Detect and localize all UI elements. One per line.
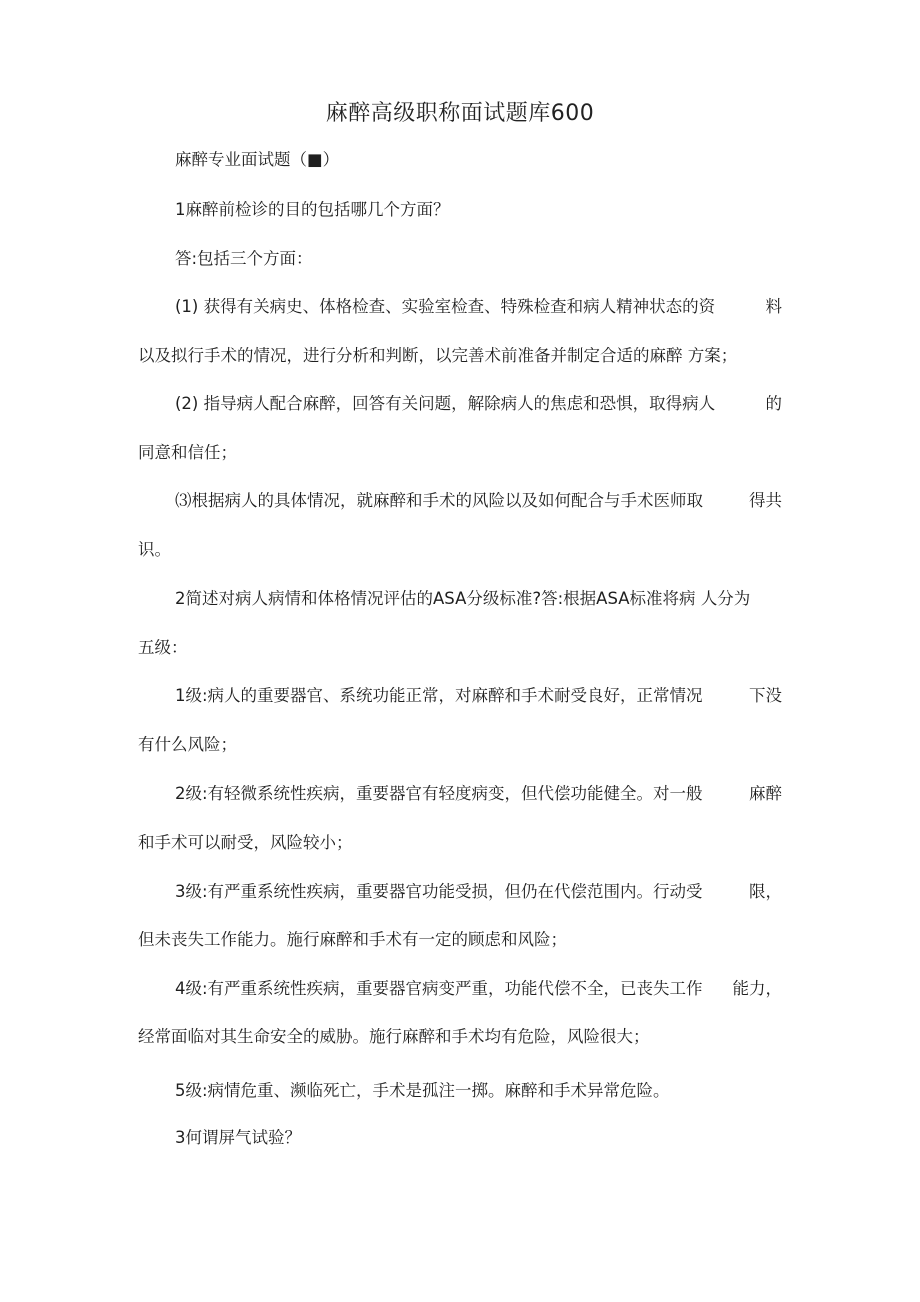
asa-level-2-line-2: 和手术可以耐受，风险较小； <box>138 833 353 852</box>
text-segment: 3级:有严重系统性疾病，重要器官功能受损，但仍在代偿范围内。行动受 <box>175 882 703 901</box>
text-segment: 能力， <box>732 979 782 998</box>
text-segment: (1) 获得有关病史、体格检查、实验室检查、特殊检查和病人精神状态的资 <box>175 297 716 316</box>
asa-level-1-line-1 <box>175 684 782 708</box>
answer-1-point-3-line-2: 识。 <box>138 540 171 559</box>
asa-level-5-line-1: 5级:病情危重、濒临死亡，手术是孤注一掷。麻醉和手术异常危险。 <box>175 1081 670 1100</box>
asa-level-3-line-2: 但未丧失工作能力。施行麻醉和手术有一定的顾虑和风险； <box>138 930 567 949</box>
text-segment: 限， <box>749 882 782 901</box>
text-segment: 1级:病人的重要器官、系统功能正常，对麻醉和手术耐受良好，正常情况 <box>175 686 703 705</box>
question-3: 3何谓屏气试验？ <box>175 1128 301 1147</box>
answer-1-point-1-line-2: 以及拟行手术的情况，进行分析和判断，以完善术前准备并制定合适的麻醉 方案； <box>138 346 738 365</box>
asa-level-3-line-1 <box>175 880 782 904</box>
section-heading: 麻醉专业面试题（■） <box>175 150 340 169</box>
question-1: 1麻醉前检诊的目的包括哪几个方面？ <box>175 200 450 219</box>
document-title: 麻醉高级职称面试题库600 <box>325 101 595 126</box>
text-segment: 料 <box>765 297 782 316</box>
text-segment: ⑶根据病人的具体情况，就麻醉和手术的风险以及如何配合与手术医师取 <box>175 491 703 510</box>
answer-1-point-2-line-1 <box>175 392 782 416</box>
asa-level-4-line-2: 经常面临对其生命安全的威胁。施行麻醉和手术均有危险，风险很大； <box>138 1027 650 1046</box>
text-segment: (2) 指导病人配合麻醉，回答有关问题，解除病人的焦虑和恐惧，取得病人 <box>175 394 716 413</box>
asa-level-2-line-1 <box>175 782 782 806</box>
text-segment: 4级:有严重系统性疾病，重要器官病变严重，功能代偿不全，已丧失工作 <box>175 979 703 998</box>
text-segment: 麻醉 <box>749 784 782 803</box>
text-segment: 得共 <box>749 491 782 510</box>
text-segment: 2级:有轻微系统性疾病，重要器官有轻度病变，但代偿功能健全。对一般 <box>175 784 703 803</box>
answer-1-point-3-line-1 <box>175 489 782 513</box>
question-2-line-1: 2简述对病人病情和体格情况评估的ASA分级标准?答:根据ASA标准将病 人分为 <box>175 589 751 608</box>
asa-level-4-line-1 <box>175 977 782 1001</box>
question-2-line-2: 五级： <box>138 638 188 657</box>
answer-1-point-1-line-1 <box>175 295 782 319</box>
text-segment: 下没 <box>749 686 782 705</box>
text-segment: 的 <box>765 394 782 413</box>
asa-level-1-line-2: 有什么风险； <box>138 735 237 754</box>
answer-1-intro: 答:包括三个方面： <box>175 249 313 268</box>
answer-1-point-2-line-2: 同意和信任； <box>138 443 237 462</box>
